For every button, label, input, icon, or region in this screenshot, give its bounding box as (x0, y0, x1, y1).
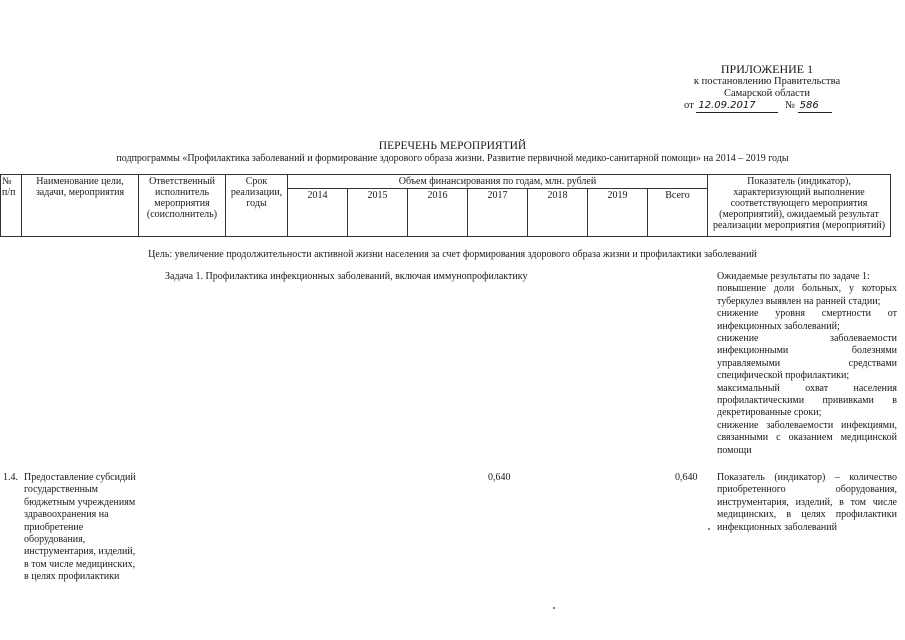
header-term: Срок реализации, годы (226, 175, 288, 237)
number-value: 586 (798, 100, 832, 113)
appendix-date-line (684, 100, 862, 113)
row-amount-2017: 0,640 (488, 472, 511, 483)
expected-result-item: снижение заболеваемости инфекциями, связанными с оказанием медицинской помощи (717, 419, 897, 456)
document-title: ПЕРЕЧЕНЬ МЕРОПРИЯТИЙ (378, 140, 527, 152)
expected-result-heading: Ожидаемые результаты по задаче 1: (717, 271, 870, 282)
row-indicator: Показатель (индикатор) – количество приобретенного оборудования, инструментария, изделий, в том числе медицинских, в целях профилактики инфекционных заболеваний (717, 472, 897, 533)
header-year-2017: 2017 (468, 189, 528, 237)
appendix-line-2: Самарской области (724, 88, 810, 99)
header-year-2015: 2015 (348, 189, 408, 237)
header-indicator: Показатель (индикатор), характеризующий выполнение соответствующего мероприятия (мероприятий), ожидаемый результат реализации мероприятия (мероприятий) (708, 175, 891, 237)
number-prefix: № (784, 100, 795, 111)
header-year-2016: 2016 (408, 189, 468, 237)
header-total: Всего (648, 189, 708, 237)
appendix-block (672, 62, 862, 113)
expected-result-item: снижение заболеваемости инфекционными болезнями управляемыми средствами специфической профилактики; (717, 333, 897, 382)
row-number: 1.4. (3, 472, 18, 483)
header-year-2014: 2014 (288, 189, 348, 237)
appendix-title: ПРИЛОЖЕНИЕ 1 (720, 62, 814, 76)
date-value: 12.09.2017 (696, 100, 778, 113)
expected-result-item: повышение доли больных, у которых туберкулез выявлен на ранней стадии; (717, 283, 897, 307)
goal-text: Цель: увеличение продолжительности активной жизни населения за счет формирования здорового образа жизни и профилактики заболеваний (148, 249, 757, 260)
date-prefix: от (684, 100, 694, 111)
row-total: 0,640 (675, 472, 698, 483)
header-table (0, 174, 891, 237)
scan-speck (708, 528, 710, 530)
header-executor: Ответственный исполнитель мероприятия (соисполнитель) (139, 175, 226, 237)
scan-speck (553, 607, 555, 609)
header-name: Наименование цели, задачи, мероприятия (22, 175, 139, 237)
header-num: № п/п (1, 175, 22, 237)
header-year-2019: 2019 (588, 189, 648, 237)
document-subtitle: подпрограммы «Профилактика заболеваний и формирование здорового образа жизни. Развитие первичной медико-санитарной помощи» на 2014 – 2019 годы (116, 153, 789, 164)
expected-result-item: максимальный охват населения профилактическими прививками в декретированные сроки; (717, 382, 897, 419)
header-financing: Объем финансирования по годам, млн. рублей (288, 175, 708, 189)
row-name: Предоставление субсидий государственным бюджетным учреждениям здравоохранения на приобретение оборудования, инструментария, изделий, в том числе медицинских, в целях профилактики (24, 472, 136, 583)
task-title: Задача 1. Профилактика инфекционных заболеваний, включая иммунопрофилактику (165, 271, 528, 282)
expected-result-item: снижение уровня смертности от инфекционных заболеваний; (717, 308, 897, 332)
appendix-line-1: к постановлению Правительства (693, 76, 841, 87)
header-year-2018: 2018 (528, 189, 588, 237)
expected-results (717, 271, 897, 457)
